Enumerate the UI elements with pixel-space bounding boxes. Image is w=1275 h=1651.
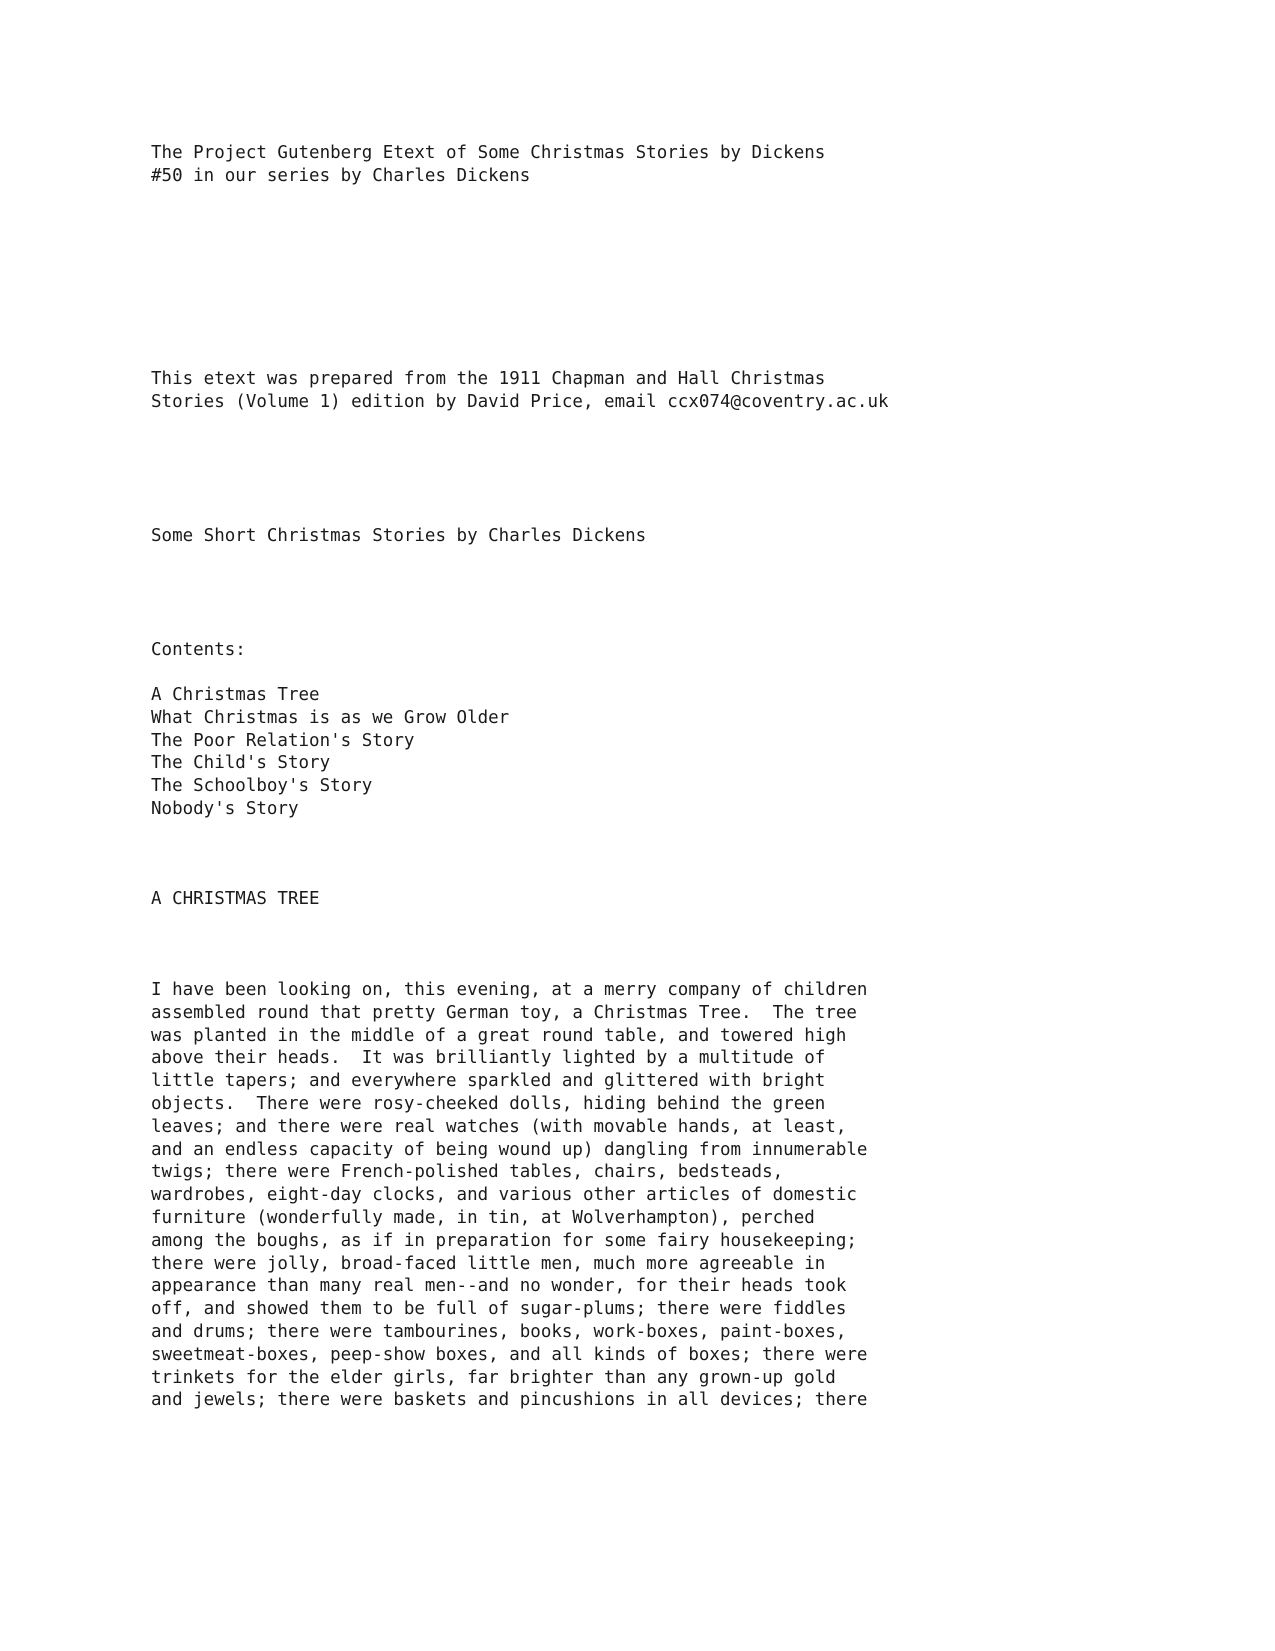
book-title-block [151, 525, 646, 548]
contents-item: The Poor Relation's Story [151, 730, 415, 751]
chapter-body [151, 979, 867, 1412]
body-line: appearance than many real men--and no wonder, for their heads took [151, 1276, 847, 1297]
body-line: sweetmeat-boxes, peep-show boxes, and all kinds of boxes; there were [151, 1344, 868, 1365]
body-line: twigs; there were French-polished tables, chairs, bedsteads, [151, 1162, 784, 1183]
body-line: and an endless capacity of being wound up) dangling from innumerable [151, 1139, 868, 1160]
body-line: furniture (wonderfully made, in tin, at Wolverhampton), perched [151, 1207, 815, 1228]
preparation-line: Stories (Volume 1) edition by David Price, email ccx074@coventry.ac.uk [151, 391, 889, 412]
body-line: assembled round that pretty German toy, a Christmas Tree. The tree [151, 1002, 857, 1023]
body-line: wardrobes, eight-day clocks, and various other articles of domestic [151, 1185, 857, 1206]
book-title: Some Short Christmas Stories by Charles Dickens [151, 526, 647, 546]
body-line: trinkets for the elder girls, far brighter than any grown-up gold [151, 1367, 836, 1388]
preparation-line: This etext was prepared from the 1911 Chapman and Hall Christmas [151, 369, 826, 389]
chapter-title-block [151, 888, 320, 911]
body-line: among the boughs, as if in preparation for some fairy housekeeping; [151, 1230, 857, 1251]
body-line: objects. There were rosy-cheeked dolls, hiding behind the green [151, 1093, 826, 1114]
body-line: and drums; there were tambourines, books, work-boxes, paint-boxes, [151, 1321, 847, 1342]
contents-list [151, 684, 509, 821]
header-line: #50 in our series by Charles Dickens [151, 165, 531, 186]
contents-item: The Child's Story [151, 753, 331, 774]
body-line: was planted in the middle of a great round table, and towered high [151, 1025, 847, 1046]
contents-item: A Christmas Tree [151, 685, 320, 705]
contents-item: What Christmas is as we Grow Older [151, 707, 510, 728]
chapter-title: A CHRISTMAS TREE [151, 889, 320, 909]
body-line: off, and showed them to be full of sugar-plums; there were fiddles [151, 1299, 847, 1320]
contents-item: The Schoolboy's Story [151, 776, 373, 797]
body-line: little tapers; and everywhere sparkled and glittered with bright [151, 1071, 826, 1092]
body-line: leaves; and there were real watches (with movable hands, at least, [151, 1116, 847, 1137]
contents-heading: Contents: [151, 640, 246, 660]
body-line: I have been looking on, this evening, at a merry company of children [151, 980, 868, 1000]
contents-item: Nobody's Story [151, 798, 299, 819]
header-line: The Project Gutenberg Etext of Some Christmas Stories by Dickens [151, 143, 826, 163]
preparation-note [151, 368, 889, 414]
header-block [151, 142, 825, 188]
body-line: above their heads. It was brilliantly lighted by a multitude of [151, 1048, 826, 1069]
contents-heading-block [151, 639, 246, 662]
body-line: there were jolly, broad-faced little men, much more agreeable in [151, 1253, 826, 1274]
body-line: and jewels; there were baskets and pincushions in all devices; there [151, 1390, 868, 1411]
